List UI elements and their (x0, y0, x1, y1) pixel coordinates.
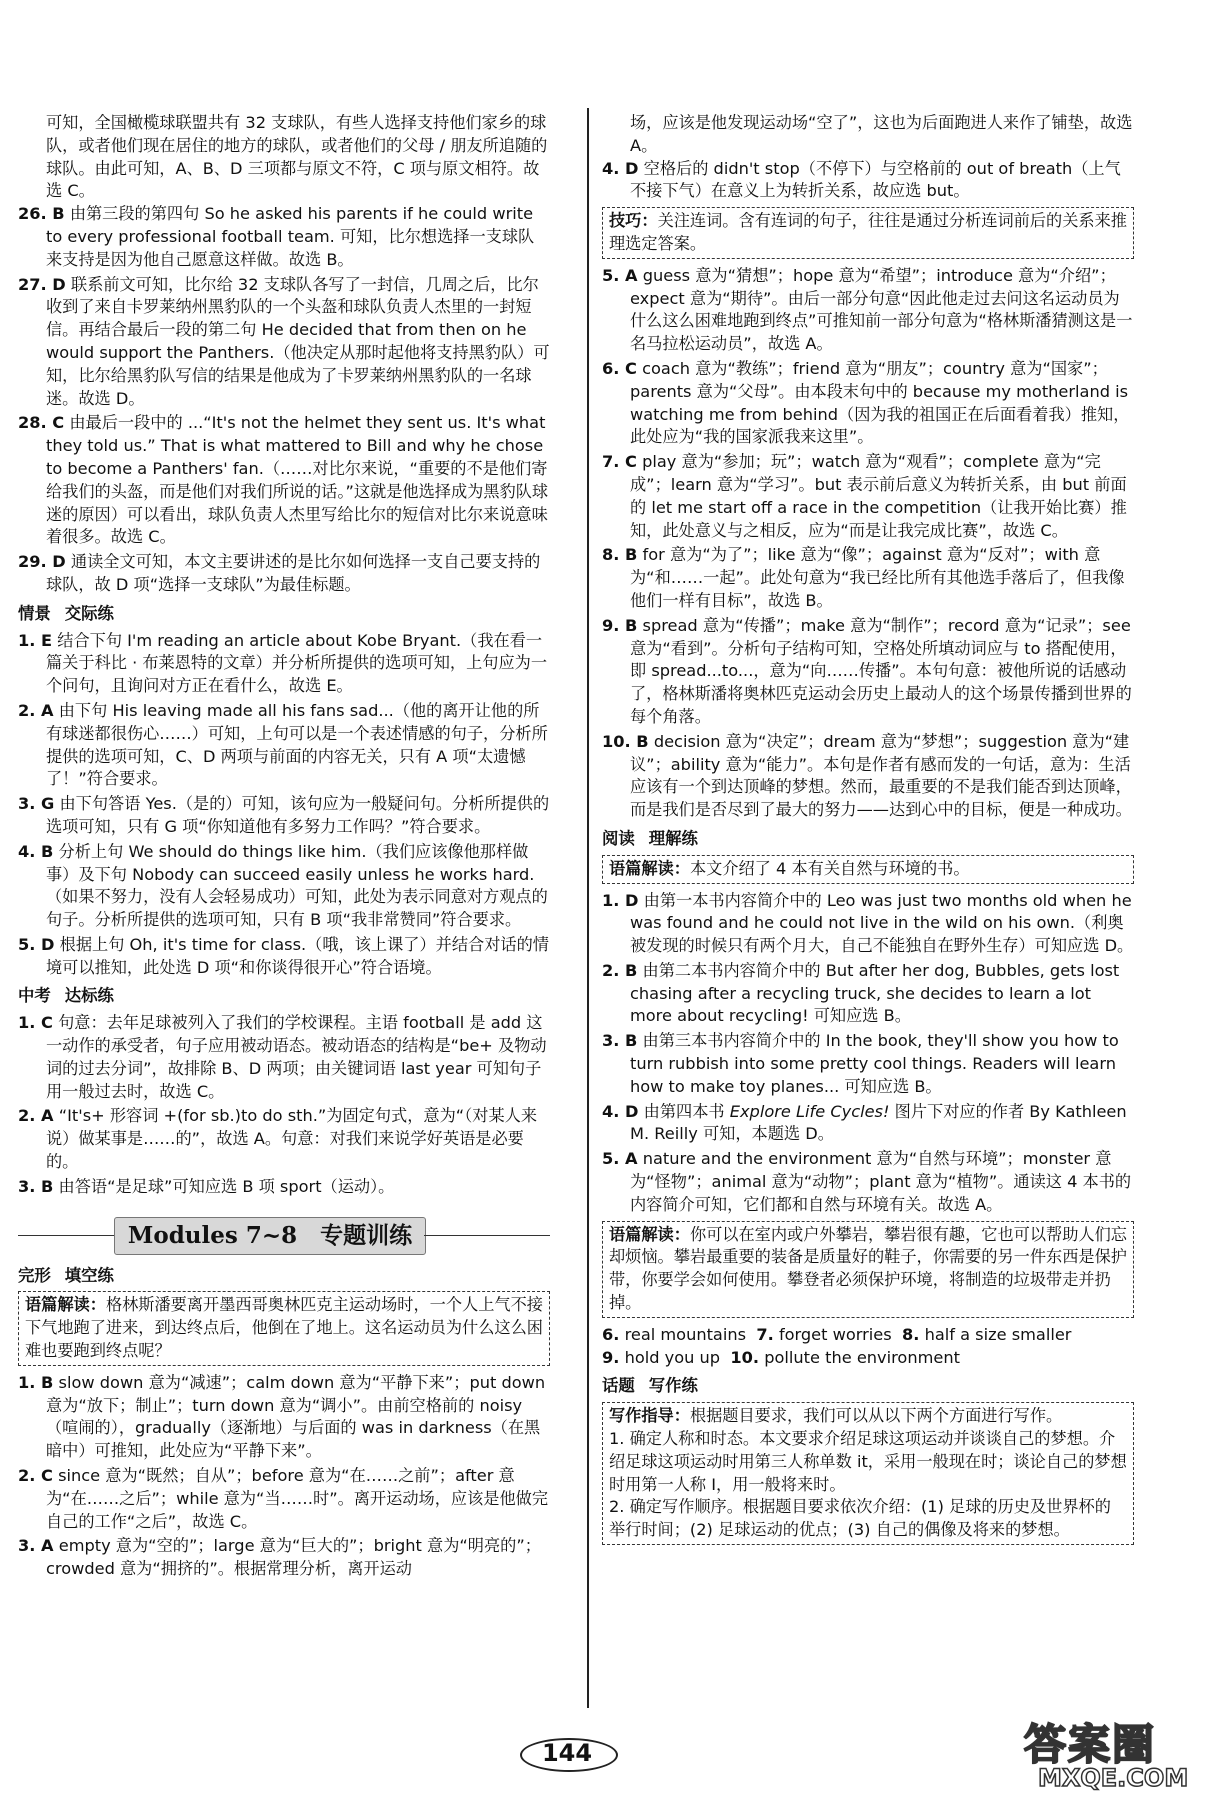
answer-item: 26. B 由第三段的第四句 So he asked his parents if he could write to every professional football team. 可知，比尔想选择一支球队来支持是因为他自己愿意这样做。故选 B。 (18, 204, 535, 269)
answer-item: 28. C 由最后一段中的 ...“It's not the helmet they sent us. It's what they told us.” That is what mattered to Bill and why he chose to become a Panthers' fan.（……对比尔来说，“重要的不是他们寄给我们的头盔，而是他们对我们所说的话。”这就是他选择成为黑豹队球迷的原因）可以看出，球队负责人杰里写给比尔的短信对比尔来说意味着很多。故选 C。 (18, 413, 549, 547)
section-heading-situation: 情景 交际练 (18, 603, 114, 623)
answer-item: 6. C coach 意为“教练”；friend 意为“朋友”；country 意为“国家”；parents 意为“父母”。由本段末句中的 because my motherland is watching me from behind（因为我的祖国正在后面看着我）推知，此处应为“我的国家派我来这里”。 (602, 358, 1130, 447)
module-banner (18, 1215, 550, 1255)
answer-item: 27. D 联系前文可知，比尔给 32 支球队各写了一封信，几周之后，比尔收到了来自卡罗莱纳州黑豹队的一个头盔和球队负责人杰里的一封短信。再结合最后一段的第二句 He decided that from then on he would support the Panthers.（他决定从那时起他将支持黑豹队）可知，比尔给黑豹队写信的结果是他成为了卡罗莱纳州黑豹队的一名球迷。故选 D。 (18, 274, 550, 408)
passage-analysis-box: 语篇解读：格林斯潘要离开墨西哥奥林匹克主运动场时，一个人上气不接下气地跑了进来，到达终点后，他倒在了地上。这名运动员为什么这么困难也要跑到终点呢？ (18, 1291, 550, 1365)
answer-item: 1. B slow down 意为“减速”；calm down 意为“平静下来”；put down 意为“放下；制止”；turn down 意为“调小”。由前空格前的 noisy（喧闹的），gradually（逐渐地）与后面的 was in darkness（在黑暗中）可推知，此处应为“平静下来”。 (18, 1372, 546, 1461)
answer-item: 5. A guess 意为“猜想”；hope 意为“希望”；introduce 意为“介绍”；expect 意为“期待”。由后一部分句意“因此他走过去问这名运动员为什么这么困难地跑到终点”可推知前一部分句意为“格林斯潘猜测这是一名马拉松运动员”，故选 A。 (602, 265, 1133, 354)
passage-analysis-box: 语篇解读：本文介绍了 4 本有关自然与环境的书。 (602, 855, 1134, 884)
answer-item: 4. D 空格后的 didn't stop（不停下）与空格前的 out of breath（上气不接下气）在意义上为转折关系，故应选 but。 (602, 158, 1121, 201)
answer-item: 5. D 根据上句 Oh, it's time for class.（哦，该上课了）并结合对话的情境可以推知，此处选 D 项“和你谈得很开心”符合语境。 (18, 934, 549, 977)
answer-item: 2. B 由第二本书内容简介中的 But after her dog, Bubbles, gets lost chasing after a recycling truck, she decides to learn a lot more about recycling! 可知应选 B。 (602, 960, 1120, 1026)
answer-item: 3. A empty 意为“空的”；large 意为“巨大的”；bright 意为“明亮的”；crowded 意为“拥挤的”。根据常理分析，离开运动 (18, 1536, 541, 1579)
answer-item: 4. B 分析上句 We should do things like him.（我们应该像他那样做事）及下句 Nobody can succeed easily unless he works hard.（如果不努力，没有人会轻易成功）可知，此处为表示同意对方观点的句子。分析所提供的选项可知，只有 B 项“我非常赞同”符合要求。 (18, 841, 548, 930)
answer-item: 1. D 由第一本书内容简介中的 Leo was just two months old when he was found and he could not live in the wild on his own.（利奥被发现的时候只有两个月大，自己不能独自在野外生存）可知应选 D。 (602, 890, 1134, 956)
answer-item: 3. B 由答语“是足球”可知应选 B 项 sport（运动）。 (18, 1176, 395, 1196)
answer-item: 8. B for 意为“为了”；like 意为“像”；against 意为“反对”；with 意为“和……一起”。此处句意为“我已经比所有其他选手落后了，但我像他们一样有目标”，故选 B。 (602, 545, 1125, 610)
banner-rule-left (18, 1235, 114, 1236)
right-column (602, 112, 1134, 1551)
answer-item: 7. C play 意为“参加；玩”；watch 意为“观看”；complete 意为“完成”；learn 意为“学习”。but 表示前后意义为转折关系，由 but 前面的 let me start off a race in the competition（让我开始比赛）推知，此处意义与之相反，应为“而是让我完成比赛”，故选 C。 (602, 452, 1127, 540)
section-heading-reading: 阅读 理解练 (602, 828, 698, 848)
section-heading-cloze: 完形 填空练 (18, 1265, 114, 1285)
answer-item: 2. A 由下句 His leaving made all his fans sad...（他的离开让他的所有球迷都很伤心……）可知，上句可以是一个表述情感的句子，分析所提供的选项可知，C、D 两项与前面的内容无关，只有 A 项“太遗憾了！”符合要求。 (18, 700, 548, 789)
fill-answers-row: 6. real mountains 7. forget worries 8. half a size smaller (602, 1324, 1072, 1344)
answer-item: 1. C 句意：去年足球被列入了我们的学校课程。主语 football 是 add 这一动作的承受者，句子应用被动语态。被动语态的结构是“be+ 及物动词的过去分词”，故排除 B、D 两项；由关键词语 last year 可知句子用一般过去时，故选 C。 (18, 1013, 547, 1101)
answer-item: 1. E 结合下句 I'm reading an article about Kobe Bryant.（我在看一篇关于科比 · 布莱恩特的文章）并分析所提供的选项可知，上句应为一个问句，且询问对方正在看什么，故选 E。 (18, 630, 548, 696)
passage-analysis-box: 语篇解读：你可以在室内或户外攀岩，攀岩很有趣，它也可以帮助人们忘却烦恼。攀岩最重要的装备是质量好的鞋子，你需要的另一件东西是保护带，你要学会如何使用。攀登者必须保护环境，将制造的垃圾带走并扔掉。 (602, 1221, 1134, 1318)
writing-guide-box: 写作指导：根据题目要求，我们可以从以下两个方面进行写作。 1. 确定人称和时态。本文要求介绍足球这项运动并谈谈自己的梦想。介绍足球这项运动时用第三人称单数 it，采用一般现在时；谈论自己的梦想时用第一人称 I，用一般将来时。 2. 确定写作顺序。根据题目要求依次介绍：(1) 足球的历史及世界杯的举行时间；(2) 足球运动的优点；(3) 自己的偶像及将来的梦想。 (602, 1402, 1134, 1545)
answer-item: 3. G 由下句答语 Yes.（是的）可知，该句应为一般疑问句。分析所提供的选项可知，只有 G 项“你知道他有多努力工作吗？”符合要求。 (18, 794, 550, 836)
section-heading-exam: 中考 达标练 (18, 986, 114, 1006)
banner-rule-right (424, 1235, 550, 1236)
answer-item: 29. D 通读全文可知，本文主要讲述的是比尔如何选择一支自己要支持的球队，故 D 项“选择一支球队”为最佳标题。 (18, 552, 541, 594)
left-column (18, 112, 550, 1583)
answer-item: 4. D 由第四本书 Explore Life Cycles! 图片下对应的作者 By Kathleen M. Reilly 可知，本题选 D。 (602, 1101, 1127, 1144)
q25-continuation: 可知，全国橄榄球联盟共有 32 支球队，有些人选择支持他们家乡的球队，或者他们现在居住的地方的球队，或者他们的父母 / 朋友所追随的球队。由此可知，A、B、D 三项都与原文不符，C 项与原文相符。故选 C。 (46, 113, 548, 201)
page-number: 144 (512, 1734, 622, 1772)
answer-item: 2. A “It's+ 形容词 +(for sb.)to do sth.”为固定句式，意为“（对某人来说）做某事是……的”，故选 A。句意：对我们来说学好英语是必要的。 (18, 1106, 538, 1172)
tip-box: 技巧：关注连词。含有连词的句子，往往是通过分析连词前后的关系来推理选定答案。 (602, 207, 1134, 259)
answer-item: 5. A nature and the environment 意为“自然与环境”；monster 意为“怪物”；animal 意为“动物”；plant 意为“植物”。通读这 4 本书的内容简介可知，它们都和自然与环境有关。故选 A。 (602, 1149, 1132, 1214)
answer-item: 3. B 由第三本书内容简介中的 In the book, they'll show you how to turn rubbish into some pretty cool things. Readers will learn how to make toy planes... 可知应选 B。 (602, 1031, 1119, 1096)
q3-continuation: 场，应该是他发现运动场“空了”，这也为后面跑进人来作了铺垫，故选 A。 (630, 113, 1133, 155)
answer-item: 10. B decision 意为“决定”；dream 意为“梦想”；suggestion 意为“建议”；ability 意为“能力”。本句是作者有感而发的一句话，意为：生活应该有一个到达顶峰的梦想。然而，最重要的不是我们能否到达顶峰，而是我们是否尽到了最大的努力——达到心中的目标，便是一种成功。 (602, 731, 1132, 820)
module-banner-title: Modules 7~8 专题训练 (114, 1217, 426, 1255)
answer-item: 9. B spread 意为“传播”；make 意为“制作”；record 意为“记录”；see 意为“看到”。分析句子结构可知，空格处所填动词应与 to 搭配使用，即 spread...to...，意为“向……传播”。本句句意：被他所说的话感动了，格林斯潘将奥林匹克运动会历史上最动人的这个场景传播到世界的每个角落。 (602, 615, 1132, 726)
answer-item: 2. C since 意为“既然；自从”；before 意为“在……之前”；after 意为“在……之后”；while 意为“当……时”。离开运动场，应该是他做完自己的工作“之后”，故选 C。 (18, 1466, 549, 1531)
watermark-logo: 答案圈 MXQE.COM (1024, 1720, 1189, 1792)
section-heading-writing: 话题 写作练 (602, 1376, 698, 1396)
column-divider (587, 108, 589, 1708)
fill-answers-row: 9. hold you up 10. pollute the environment (602, 1347, 960, 1367)
